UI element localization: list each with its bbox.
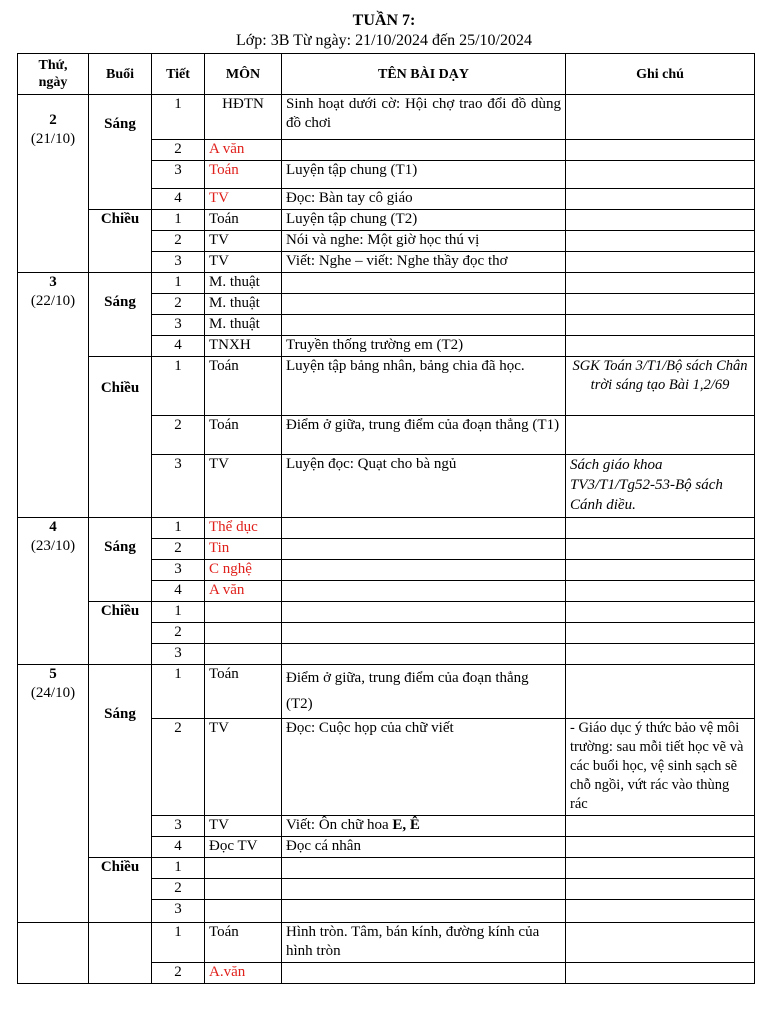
- note-cell: [566, 161, 755, 189]
- table-row: [18, 273, 755, 294]
- note-cell: [566, 273, 755, 294]
- period-cell: 2: [152, 294, 205, 315]
- note-cell: [566, 665, 755, 719]
- note-cell: [566, 602, 755, 623]
- day-cell: 5 (24/10): [18, 665, 89, 923]
- lesson-cell: [282, 900, 566, 923]
- day-cell: 3 (22/10): [18, 273, 89, 518]
- period-cell: 1: [152, 923, 205, 963]
- subject-cell: Tin: [205, 539, 282, 560]
- lesson-cell: Luyện tập bảng nhân, bảng chia đã học.: [282, 357, 566, 416]
- col-header-subject: MÔN: [205, 54, 282, 95]
- subject-cell: Toán: [205, 416, 282, 455]
- table-row: [18, 210, 755, 231]
- day-cell: 4 (23/10): [18, 518, 89, 665]
- period-cell: 2: [152, 539, 205, 560]
- subject-cell: Toán: [205, 210, 282, 231]
- lesson-cell: [282, 539, 566, 560]
- period-cell: 1: [152, 95, 205, 140]
- subject-cell: TNXH: [205, 336, 282, 357]
- session-cell: Chiều: [89, 357, 152, 518]
- lesson-cell: Nói và nghe: Một giờ học thú vị: [282, 231, 566, 252]
- lesson-cell: [282, 963, 566, 984]
- lesson-cell: [282, 858, 566, 879]
- note-cell: [566, 315, 755, 336]
- period-cell: 1: [152, 602, 205, 623]
- lesson-cell: Luyện tập chung (T1): [282, 161, 566, 189]
- note-cell: [566, 416, 755, 455]
- subject-cell: Toán: [205, 357, 282, 416]
- lesson-cell: [282, 644, 566, 665]
- subject-cell: M. thuật: [205, 315, 282, 336]
- note-cell: [566, 858, 755, 879]
- period-cell: 3: [152, 252, 205, 273]
- table-row: [18, 858, 755, 879]
- col-header-period: Tiết: [152, 54, 205, 95]
- period-cell: 3: [152, 900, 205, 923]
- note-cell: Sách giáo khoa TV3/T1/Tg52-53-Bộ sách Cánh diều.: [566, 455, 755, 518]
- subject-cell: Đọc TV: [205, 837, 282, 858]
- subject-cell: M. thuật: [205, 294, 282, 315]
- period-cell: 2: [152, 623, 205, 644]
- note-cell: [566, 189, 755, 210]
- subject-cell: Thể dục: [205, 518, 282, 539]
- period-cell: 3: [152, 455, 205, 518]
- note-cell: [566, 95, 755, 140]
- header-row: [18, 54, 755, 95]
- note-cell: [566, 879, 755, 900]
- lesson-cell: [282, 879, 566, 900]
- subject-cell: [205, 602, 282, 623]
- note-cell: [566, 518, 755, 539]
- period-cell: 1: [152, 665, 205, 719]
- col-header-note: Ghi chú: [566, 54, 755, 95]
- session-cell: Sáng: [89, 273, 152, 357]
- note-cell: [566, 231, 755, 252]
- lesson-cell: [282, 315, 566, 336]
- note-cell: [566, 923, 755, 963]
- period-cell: 2: [152, 719, 205, 816]
- lesson-cell: [282, 602, 566, 623]
- note-cell: [566, 210, 755, 231]
- lesson-cell: [282, 518, 566, 539]
- note-cell: [566, 623, 755, 644]
- note-cell: - Giáo dục ý thức bảo vệ môi trường: sau mỗi tiết học vẽ và các buổi học, vệ sinh sạch sẽ chỗ ngồi, vứt rác vào thùng rác: [566, 719, 755, 816]
- period-cell: 2: [152, 231, 205, 252]
- table-row: [18, 665, 755, 719]
- lesson-cell: [282, 623, 566, 644]
- subject-cell: Toán: [205, 161, 282, 189]
- period-cell: 1: [152, 518, 205, 539]
- subject-cell: TV: [205, 189, 282, 210]
- period-cell: 3: [152, 644, 205, 665]
- table-row: [18, 518, 755, 539]
- note-cell: [566, 900, 755, 923]
- subject-cell: TV: [205, 252, 282, 273]
- note-cell: SGK Toán 3/T1/Bộ sách Chân trời sáng tạo Bài 1,2/69: [566, 357, 755, 416]
- period-cell: 2: [152, 416, 205, 455]
- lesson-cell: Viết: Ôn chữ hoa E, Ê: [282, 816, 566, 837]
- subject-cell: Toán: [205, 665, 282, 719]
- lesson-cell: Truyền thống trường em (T2): [282, 336, 566, 357]
- subject-cell: TV: [205, 231, 282, 252]
- col-header-lesson: TÊN BÀI DẠY: [282, 54, 566, 95]
- period-cell: 4: [152, 336, 205, 357]
- subject-cell: [205, 623, 282, 644]
- col-header-session: Buổi: [89, 54, 152, 95]
- lesson-cell: Sinh hoạt dưới cờ: Hội chợ trao đổi đồ dùng đồ chơi: [282, 95, 566, 140]
- subject-cell: [205, 879, 282, 900]
- subject-cell: [205, 858, 282, 879]
- note-cell: [566, 294, 755, 315]
- subject-cell: HĐTN: [205, 95, 282, 140]
- subject-cell: TV: [205, 719, 282, 816]
- lesson-cell: Đọc: Bàn tay cô giáo: [282, 189, 566, 210]
- page-title: TUẦN 7:: [352, 12, 416, 29]
- note-cell: [566, 581, 755, 602]
- col-header-day: Thứ, ngày: [18, 54, 89, 95]
- lesson-cell: Đọc cá nhân: [282, 837, 566, 858]
- lesson-cell: Hình tròn. Tâm, bán kính, đường kính của hình tròn: [282, 923, 566, 963]
- session-cell: [89, 923, 152, 984]
- lesson-cell: [282, 294, 566, 315]
- page-subtitle: Lớp: 3B Từ ngày: 21/10/2024 đến 25/10/2024: [236, 32, 532, 49]
- note-cell: [566, 644, 755, 665]
- subject-cell: A văn: [205, 581, 282, 602]
- table-row: [18, 357, 755, 416]
- period-cell: 2: [152, 879, 205, 900]
- period-cell: 1: [152, 273, 205, 294]
- session-cell: Chiều: [89, 210, 152, 273]
- lesson-cell: Luyện tập chung (T2): [282, 210, 566, 231]
- table-row: [18, 95, 755, 140]
- subject-cell: [205, 900, 282, 923]
- subject-cell: TV: [205, 455, 282, 518]
- note-cell: [566, 252, 755, 273]
- lesson-cell: Viết: Nghe – viết: Nghe thầy đọc thơ: [282, 252, 566, 273]
- period-cell: 1: [152, 210, 205, 231]
- note-cell: [566, 539, 755, 560]
- lesson-cell: Luyện đọc: Quạt cho bà ngủ: [282, 455, 566, 518]
- table-row: [18, 923, 755, 963]
- period-cell: 3: [152, 560, 205, 581]
- period-cell: 4: [152, 837, 205, 858]
- period-cell: 1: [152, 858, 205, 879]
- note-cell: [566, 140, 755, 161]
- note-cell: [566, 963, 755, 984]
- period-cell: 3: [152, 315, 205, 336]
- subject-cell: A văn: [205, 140, 282, 161]
- period-cell: 1: [152, 357, 205, 416]
- period-cell: 3: [152, 816, 205, 837]
- lesson-cell: [282, 273, 566, 294]
- note-cell: [566, 816, 755, 837]
- subject-cell: C nghệ: [205, 560, 282, 581]
- subject-cell: [205, 644, 282, 665]
- period-cell: 2: [152, 963, 205, 984]
- session-cell: Chiều: [89, 858, 152, 923]
- subject-cell: A.văn: [205, 963, 282, 984]
- lesson-cell: Điểm ở giữa, trung điểm của đoạn thẳng (T1): [282, 416, 566, 455]
- subject-cell: TV: [205, 816, 282, 837]
- lesson-cell: [282, 581, 566, 602]
- period-cell: 4: [152, 189, 205, 210]
- note-cell: [566, 336, 755, 357]
- lesson-cell: [282, 560, 566, 581]
- note-cell: [566, 560, 755, 581]
- session-cell: Chiều: [89, 602, 152, 665]
- session-cell: Sáng: [89, 518, 152, 602]
- day-cell: [18, 923, 89, 984]
- note-cell: [566, 837, 755, 858]
- period-cell: 4: [152, 581, 205, 602]
- lesson-cell: [282, 140, 566, 161]
- period-cell: 3: [152, 161, 205, 189]
- subject-cell: Toán: [205, 923, 282, 963]
- subject-cell: M. thuật: [205, 273, 282, 294]
- lesson-cell: Đọc: Cuộc họp của chữ viết: [282, 719, 566, 816]
- lesson-cell: Điểm ở giữa, trung điểm của đoạn thẳng (T2): [282, 665, 566, 719]
- table-row: [18, 602, 755, 623]
- schedule-table: [17, 53, 755, 984]
- day-cell: 2 (21/10): [18, 95, 89, 273]
- session-cell: Sáng: [89, 95, 152, 210]
- session-cell: Sáng: [89, 665, 152, 858]
- period-cell: 2: [152, 140, 205, 161]
